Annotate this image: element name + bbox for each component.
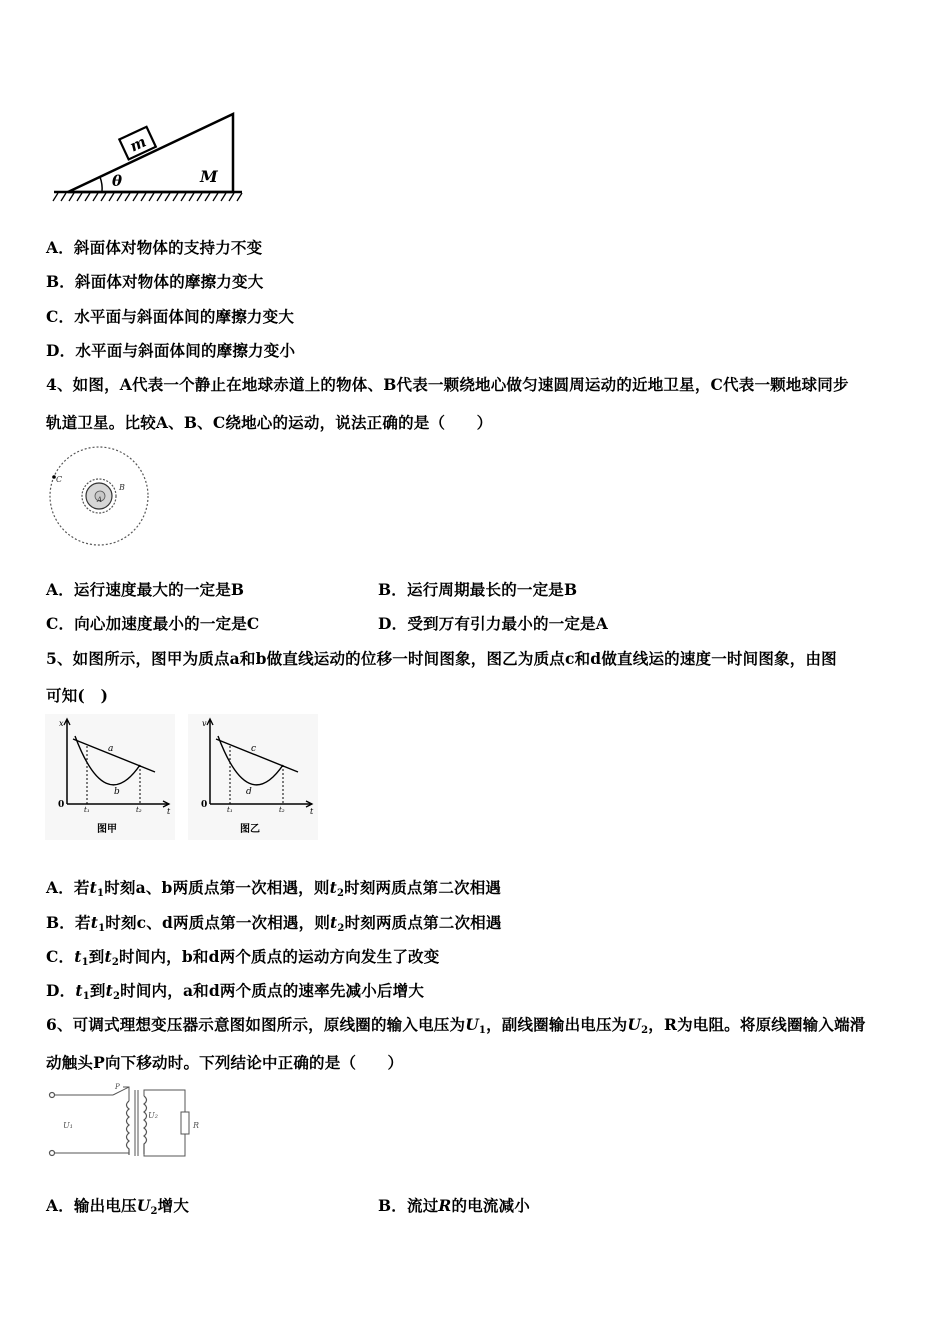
- incline-label: M: [200, 167, 218, 186]
- svg-text:t₁: t₁: [84, 806, 90, 814]
- svg-text:d: d: [246, 787, 252, 797]
- svg-text:R: R: [193, 1121, 200, 1130]
- q5-option-a: A．若$t_1$时刻a、b两质点第一次相遇，则$t_2$时刻两质点第二次相遇: [46, 878, 502, 899]
- angle-label: θ: [112, 172, 123, 190]
- q4-option-a: A．运行速度最大的一定是B: [46, 580, 245, 599]
- label-c: C: [56, 475, 63, 484]
- svg-text:t₂: t₂: [136, 806, 142, 814]
- q4-option-d: D．受到万有引力最小的一定是A: [378, 614, 608, 633]
- secondary-coil: [144, 1096, 147, 1154]
- svg-text:c: c: [251, 744, 257, 754]
- svg-text:0: 0: [201, 800, 208, 810]
- svg-text:t₁: t₁: [227, 806, 233, 814]
- label-b: B: [119, 483, 125, 492]
- q5-option-b: B．若$t_1$时刻c、d两质点第一次相遇，则$t_2$时刻两质点第二次相遇: [46, 913, 502, 934]
- graph-yi: [188, 714, 318, 840]
- q6-stem-line1: 6、可调式理想变压器示意图如图所示，原线圈的输入电压为$U_1$，副线圈输出电压为$U_2$，R为电阻。将原线圈输入端滑: [46, 1015, 866, 1036]
- caption-yi: 图乙: [240, 824, 260, 835]
- svg-text:U₂: U₂: [148, 1111, 158, 1120]
- svg-text:m: m: [127, 132, 149, 156]
- ground-hatch: [53, 193, 242, 201]
- q6-option-b: B．流过R的电流减小: [378, 1196, 531, 1215]
- label-a: A: [97, 496, 103, 504]
- svg-text:t₂: t₂: [279, 806, 285, 814]
- q5-stem-line2: 可知( ): [46, 686, 109, 705]
- svg-text:x: x: [59, 719, 64, 728]
- svg-text:U₁: U₁: [63, 1121, 73, 1130]
- svg-text:a: a: [108, 744, 114, 754]
- svg-text:b: b: [114, 787, 120, 797]
- q6-stem-line2: 动触头P向下移动时。下列结论中正确的是（ ）: [46, 1053, 404, 1072]
- resistor: [181, 1112, 189, 1134]
- q4-option-c: C．向心加速度最小的一定是C: [46, 614, 260, 633]
- q3-option-a: A．斜面体对物体的支持力不变: [46, 238, 263, 257]
- graph-jia: [45, 714, 175, 840]
- svg-text:t: t: [167, 807, 171, 816]
- q4-stem-line1: 4、如图，A代表一个静止在地球赤道上的物体、B代表一颗绕地心做匀速圆周运动的近地卫星，C代表一颗地球同步: [46, 375, 849, 394]
- svg-text:t: t: [310, 807, 314, 816]
- incline-figure: [50, 108, 250, 208]
- transformer-figure: [45, 1082, 215, 1164]
- q5-option-d: D．$t_1$到$t_2$时间内，a和d两个质点的速率先减小后增大: [46, 981, 425, 1002]
- q5-stem-line1: 5、如图所示，图甲为质点a和b做直线运动的位移一时间图象，图乙为质点c和d做直线运的速度一时间图象，由图: [46, 649, 837, 668]
- svg-text:0: 0: [58, 800, 65, 810]
- orbit-figure: [45, 444, 155, 549]
- q3-option-b: B．斜面体对物体的摩擦力变大: [46, 272, 264, 291]
- q6-option-a: A．输出电压$U_2$增大: [46, 1196, 190, 1217]
- svg-text:P: P: [115, 1083, 120, 1091]
- svg-text:v: v: [202, 719, 207, 728]
- angle-arc: [100, 177, 102, 192]
- primary-coil: [127, 1101, 130, 1155]
- q4-option-b: B．运行周期最长的一定是B: [378, 580, 578, 599]
- q3-option-c: C．水平面与斜面体间的摩擦力变大: [46, 307, 295, 326]
- q3-option-d: D．水平面与斜面体间的摩擦力变小: [46, 341, 296, 360]
- q5-option-c: C．$t_1$到$t_2$时间内，b和d两个质点的运动方向发生了改变: [46, 947, 440, 968]
- caption-jia: 图甲: [97, 824, 117, 835]
- q4-stem-line2: 轨道卫星。比较A、B、C绕地心的运动，说法正确的是（ ）: [46, 413, 493, 432]
- mass-block: [119, 127, 155, 160]
